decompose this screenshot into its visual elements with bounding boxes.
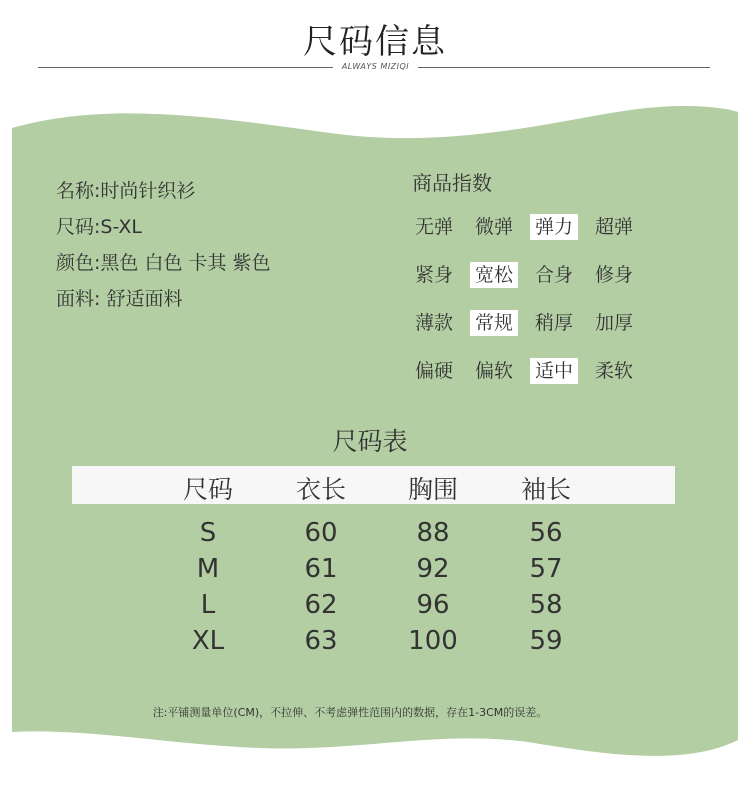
thickness-option: 加厚	[594, 312, 633, 334]
title-divider-right	[418, 67, 710, 68]
table-cell-size: XL	[191, 626, 225, 656]
thickness-option: 薄款	[414, 312, 453, 334]
table-cell-length: 63	[304, 626, 338, 656]
table-cell-sleeve: 56	[529, 518, 563, 548]
page-title: 尺码信息	[303, 22, 447, 62]
thickness-option-selected: 常规	[470, 310, 518, 336]
softness-option: 偏软	[474, 360, 513, 382]
product-size-range: 尺码:S-XL	[56, 216, 142, 238]
table-cell-chest: 96	[416, 590, 450, 620]
fit-option-selected: 宽松	[470, 262, 518, 288]
table-cell-chest: 92	[416, 554, 450, 584]
table-cell-length: 62	[304, 590, 338, 620]
softness-option-selected: 适中	[530, 358, 578, 384]
table-cell-chest: 100	[408, 626, 458, 656]
elasticity-option: 超弹	[594, 216, 633, 238]
table-cell-sleeve: 57	[529, 554, 563, 584]
table-cell-size: M	[196, 554, 220, 584]
brand-tagline: ALWAYS MIZIQI	[341, 62, 410, 71]
fit-option: 合身	[534, 264, 573, 286]
elasticity-option-selected: 弹力	[530, 214, 578, 240]
header-sleeve: 袖长	[520, 475, 571, 504]
product-material: 面料: 舒适面料	[56, 288, 183, 310]
product-index-title: 商品指数	[412, 171, 492, 195]
fit-option: 修身	[594, 264, 633, 286]
table-cell-size: L	[200, 590, 216, 620]
header-chest: 胸围	[407, 475, 458, 504]
elasticity-option: 无弹	[414, 216, 453, 238]
table-cell-size: S	[199, 518, 217, 548]
table-cell-length: 61	[304, 554, 338, 584]
table-cell-chest: 88	[416, 518, 450, 548]
size-table-title: 尺码表	[332, 427, 408, 456]
table-cell-length: 60	[304, 518, 338, 548]
title-divider-left	[38, 67, 333, 68]
product-name: 名称:时尚针织衫	[56, 180, 196, 202]
thickness-option: 稍厚	[534, 312, 573, 334]
softness-option: 偏硬	[414, 360, 453, 382]
softness-option: 柔软	[594, 360, 633, 382]
elasticity-option: 微弹	[474, 216, 513, 238]
fit-option: 紧身	[414, 264, 453, 286]
table-cell-sleeve: 59	[529, 626, 563, 656]
header-size: 尺码	[182, 475, 233, 504]
header-length: 衣长	[295, 475, 346, 504]
measurement-note: 注:平铺测量单位(CM)，不拉伸、不考虑弹性范围内的数据，存在1-3CM的误差。	[152, 706, 548, 719]
table-cell-sleeve: 58	[529, 590, 563, 620]
product-colors: 颜色:黑色 白色 卡其 紫色	[56, 252, 271, 274]
